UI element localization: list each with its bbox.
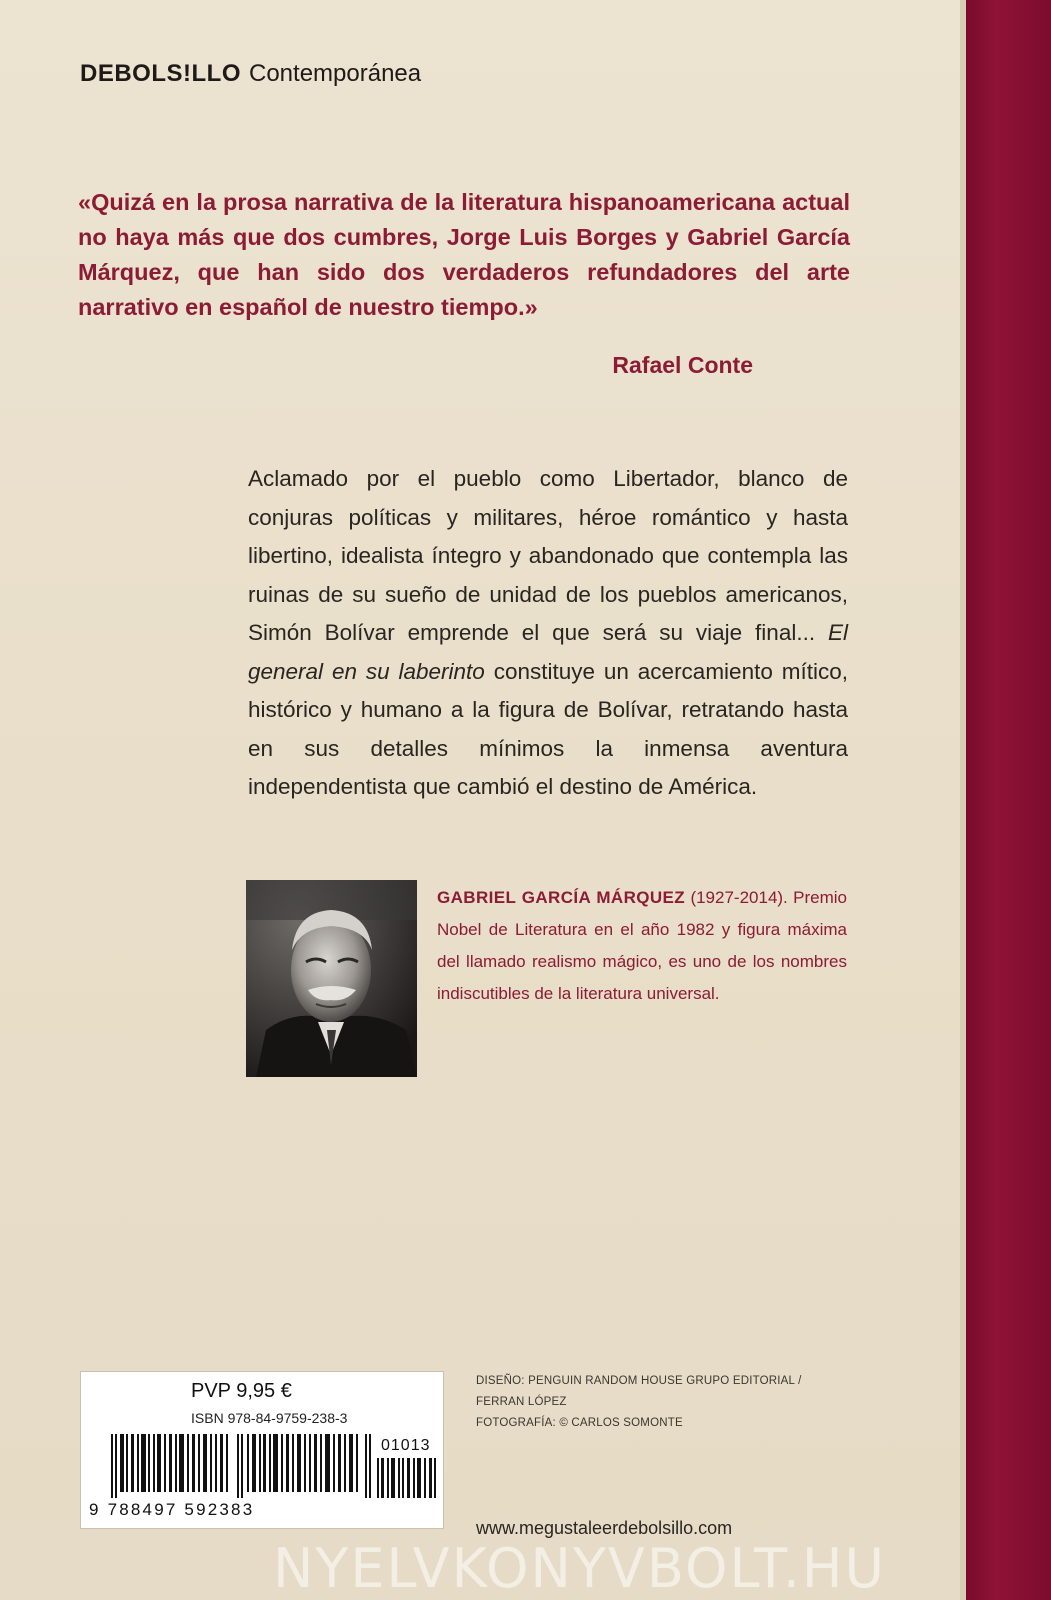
critic-quote: «Quizá en la prosa narrativa de la literatura hispanoamericana actual no haya más que dos cumbres, Jorge Luis Borges y Gabriel García Márquez, que han sido dos verdaderos refundadores del arte narrativo en español de nuestro tiempo.»	[78, 189, 850, 320]
design-credit-line-2: FERRAN LÓPEZ	[476, 1396, 567, 1408]
book-title: El general en su laberinto	[248, 620, 848, 684]
ean-number: 9 788497 592383	[89, 1500, 255, 1519]
author-photo	[246, 880, 417, 1077]
quote-author: Rafael Conte	[612, 352, 753, 378]
watermark: NYELVKONYVBOLT.HU	[273, 1537, 886, 1600]
publisher-website: www.megustaleerdebolsillo.com	[476, 1518, 733, 1538]
photo-credit: FOTOGRAFÍA: © CARLOS SOMONTE	[476, 1417, 683, 1429]
author-bio-text: (1927-2014). Premio Nobel de Literatura en el año 1982 y figura máxima del llamado realismo mágico, es uno de los nombres indiscutibles de la literatura universal.	[437, 888, 847, 1003]
publisher-name: DEBOLS!LLO	[80, 60, 241, 87]
publisher-logo	[80, 60, 421, 88]
author-name: GABRIEL GARCÍA MÁRQUEZ	[437, 888, 686, 907]
author-portrait-image	[246, 880, 417, 1077]
barcode-icon	[111, 1434, 373, 1498]
addon-barcode-icon	[377, 1458, 437, 1498]
price-barcode-label	[80, 1371, 444, 1529]
isbn: ISBN 978-84-9759-238-3	[191, 1410, 348, 1426]
credits	[476, 1371, 802, 1434]
price: PVP 9,95 €	[191, 1380, 292, 1402]
collection-name: Contemporánea	[249, 60, 422, 87]
synopsis-part-1: Aclamado por el pueblo como Libertador, blanco de conjuras políticas y militares, héroe romántico y hasta libertino, idealista íntegro y abandonado que contempla las ruinas de su sueño de unidad de los pueblos americanos, Simón Bolívar emprende el que será su viaje final...	[248, 466, 848, 645]
book-spine	[966, 0, 1051, 1600]
design-credit-line-1: DISEÑO: PENGUIN RANDOM HOUSE GRUPO EDITORIAL /	[476, 1375, 802, 1387]
supplement-code: 01013	[381, 1437, 431, 1454]
synopsis-part-2: constituye un acercamiento mítico, histórico y humano a la figura de Bolívar, retratando hasta en sus detalles mínimos la inmensa aventura independentista que cambió el destino de América.	[248, 658, 848, 799]
author-bio	[437, 882, 847, 1010]
book-synopsis	[248, 460, 848, 807]
